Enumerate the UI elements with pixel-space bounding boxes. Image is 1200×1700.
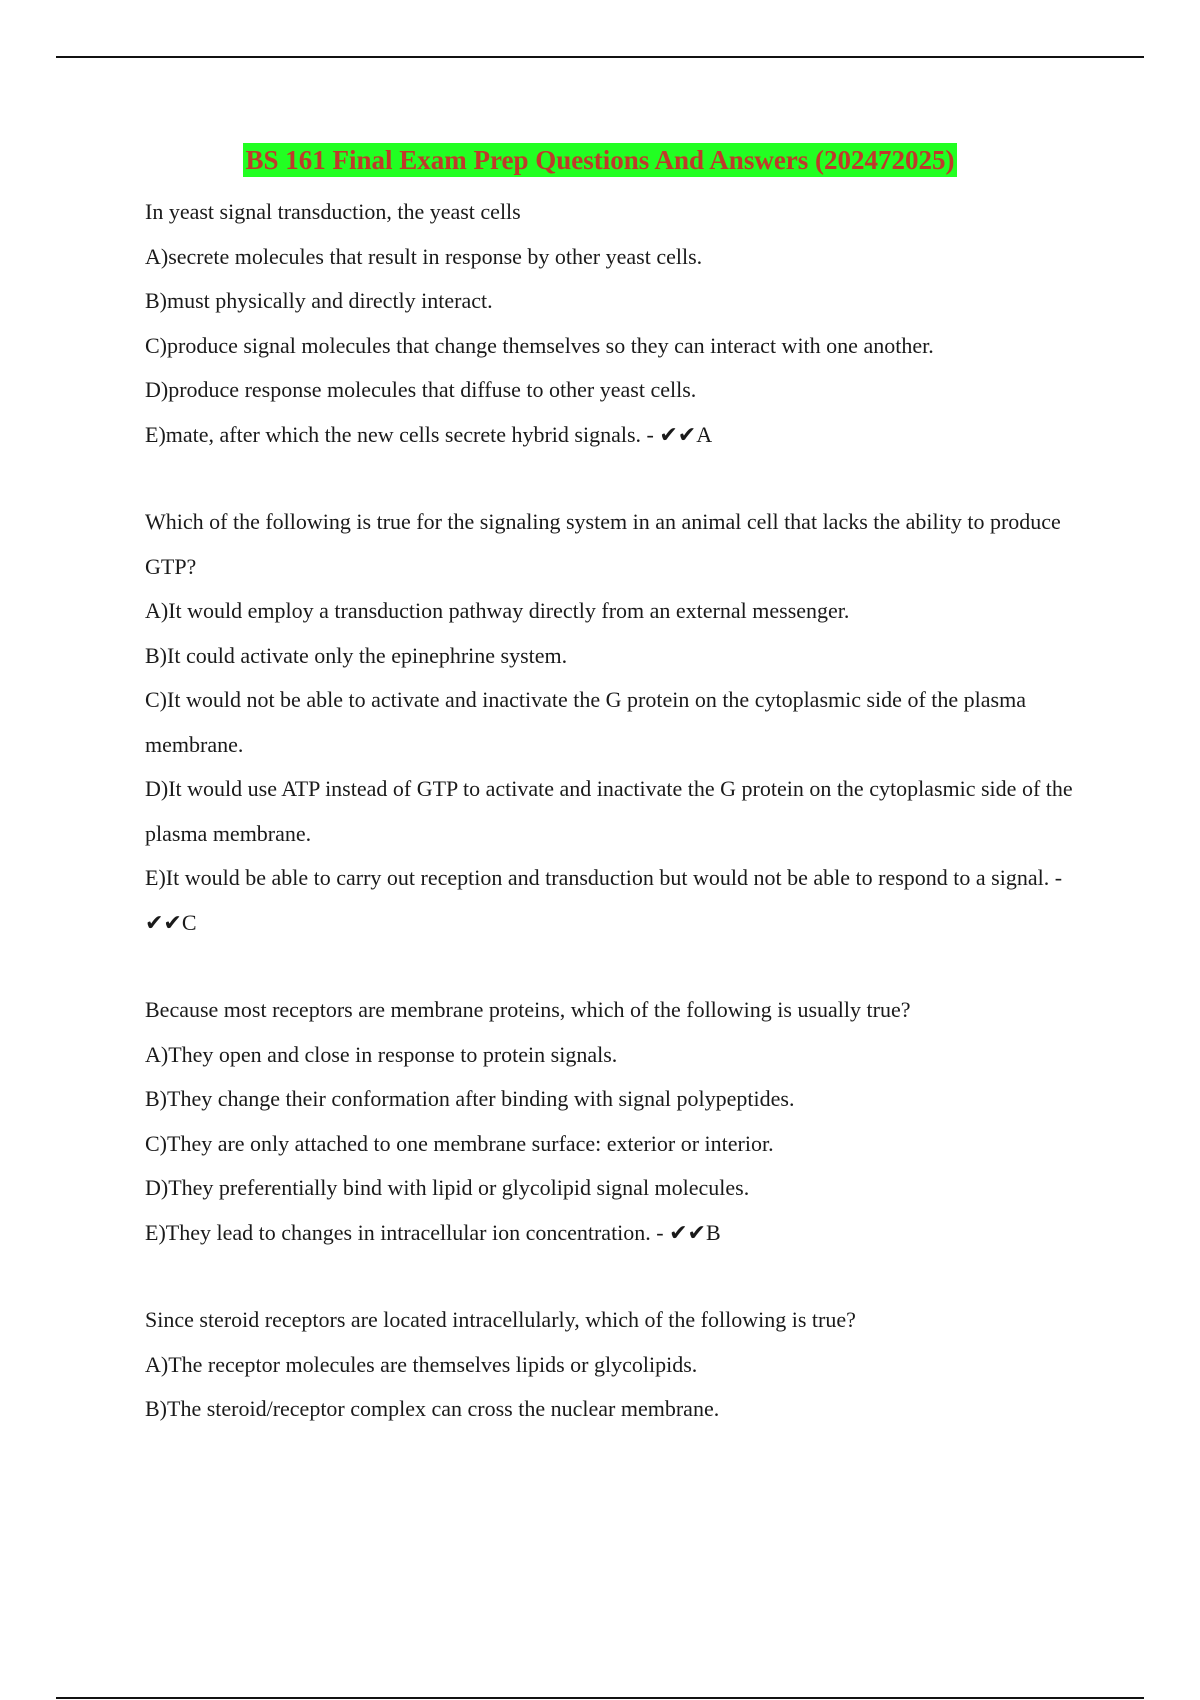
option-a: A)They open and close in response to protein signals. (145, 1041, 618, 1067)
answer-letter: C (181, 909, 197, 935)
top-rule (56, 56, 1144, 58)
question-stem: Since steroid receptors are located intracellularly, which of the following is true? (145, 1307, 856, 1332)
check-mark-icon: ✔✔ (659, 422, 697, 448)
option-c: C)It would not be able to activate and inactivate the G protein on the cytoplasmic side of the plasma membrane. (145, 687, 1026, 757)
option-d: D)It would use ATP instead of GTP to activate and inactivate the G protein on the cytoplasmic side of the plasma membrane. (145, 776, 1073, 846)
question-stem: Which of the following is true for the signaling system in an animal cell that lacks the ability to produce GTP? (145, 509, 1061, 579)
option-e-with-answer (145, 856, 1080, 946)
answer-letter: B (706, 1219, 721, 1245)
question-1 (145, 190, 1080, 458)
question-2 (145, 500, 1080, 946)
check-mark-icon: ✔✔ (145, 910, 182, 936)
bottom-rule (56, 1697, 1144, 1699)
option-e: E)mate, after which the new cells secrete hybrid signals. - (145, 421, 660, 447)
answer-letter: A (696, 421, 713, 447)
question-4 (145, 1298, 1080, 1432)
option-e: E)It would be able to carry out reception and transduction but would not be able to respond to a signal. - (145, 865, 1063, 890)
option-d: D)produce response molecules that diffuse to other yeast cells. (145, 377, 697, 402)
option-d: D)They preferentially bind with lipid or glycolipid signal molecules. (145, 1175, 750, 1200)
option-e-with-answer (145, 1211, 1080, 1257)
option-e-with-answer (145, 413, 1080, 459)
check-mark-icon: ✔✔ (669, 1220, 706, 1246)
document-title: BS 161 Final Exam Prep Questions And Answers (202472025) (245, 145, 955, 175)
option-b: B)It could activate only the epinephrine system. (145, 642, 568, 668)
question-3 (145, 988, 1080, 1256)
option-e: E)They lead to changes in intracellular ion concentration. - (145, 1219, 670, 1245)
option-a: A)The receptor molecules are themselves lipids or glycolipids. (145, 1351, 698, 1377)
question-stem: Because most receptors are membrane proteins, which of the following is usually true? (145, 997, 911, 1022)
option-b: B)The steroid/receptor complex can cross the nuclear membrane. (145, 1396, 720, 1421)
option-c: C)produce signal molecules that change themselves so they can interact with one another. (145, 332, 934, 358)
questions-content (145, 190, 1080, 1474)
option-a: A)secrete molecules that result in response by other yeast cells. (145, 243, 703, 269)
option-b: B)They change their conformation after binding with signal polypeptides. (145, 1086, 795, 1111)
question-stem: In yeast signal transduction, the yeast cells (145, 199, 521, 224)
option-c: C)They are only attached to one membrane surface: exterior or interior. (145, 1130, 774, 1156)
option-b: B)must physically and directly interact. (145, 288, 493, 313)
option-a: A)It would employ a transduction pathway directly from an external messenger. (145, 598, 850, 623)
title-container (0, 143, 1200, 177)
